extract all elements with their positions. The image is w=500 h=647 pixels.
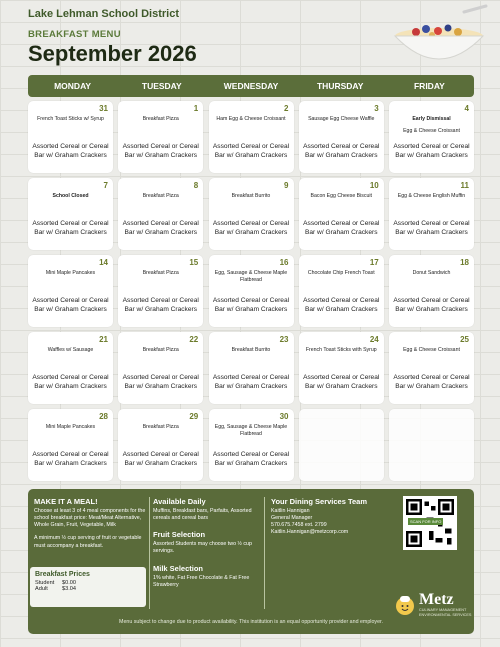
menu-item: Breakfast Pizza xyxy=(142,116,179,122)
alternate-option: Assorted Cereal or Cereal Bar w/ Graham Crackers xyxy=(303,143,380,159)
district-name: Lake Lehman School District xyxy=(28,8,179,20)
day-number: 10 xyxy=(369,181,379,190)
price-label: Student xyxy=(35,580,55,586)
menu-item: Breakfast Pizza xyxy=(142,193,179,199)
day-number: 14 xyxy=(99,258,108,267)
menu-item: Mini Maple Pancakes xyxy=(45,424,96,430)
calendar-cell xyxy=(209,255,294,327)
alternate-option: Assorted Cereal or Cereal Bar w/ Graham Crackers xyxy=(122,374,199,390)
calendar-cell xyxy=(118,409,203,481)
day-number: 7 xyxy=(103,181,108,190)
logo-subtitle: CULINARY MANAGEMENT xyxy=(419,608,467,612)
menu-item: Egg & Cheese English Muffin xyxy=(397,193,466,199)
menu-item: School Closed xyxy=(52,193,89,199)
calendar-cell xyxy=(299,255,384,327)
day-number: 21 xyxy=(99,335,108,344)
alternate-option: Assorted Cereal or Cereal Bar w/ Graham Crackers xyxy=(393,374,470,390)
price-label: Adult xyxy=(35,586,48,592)
page-title: September 2026 xyxy=(28,41,197,66)
menu-item: Breakfast Pizza xyxy=(142,424,179,430)
alternate-option: Assorted Cereal or Cereal Bar w/ Graham Crackers xyxy=(32,297,109,313)
menu-item: Ham Egg & Cheese Croissant xyxy=(216,116,286,122)
menu-item: Waffles w/ Sausage xyxy=(47,347,94,353)
menu-item: Egg, Sausage & Cheese Maple Flatbread xyxy=(214,270,288,283)
day-number: 15 xyxy=(189,258,199,267)
team-title: Your Dining Services Team xyxy=(271,497,368,506)
menu-item-secondary: Egg & Cheese Croissant xyxy=(403,128,460,134)
alternate-option: Assorted Cereal or Cereal Bar w/ Graham Crackers xyxy=(393,143,470,159)
day-number: 9 xyxy=(284,181,289,190)
team-phone: 570.675.7458 ext. 2799 xyxy=(271,522,327,529)
price-value: $0.00 xyxy=(62,580,76,586)
day-number: 28 xyxy=(99,412,108,421)
menu-item: Bacon Egg Cheese Biscuit xyxy=(310,193,372,199)
calendar-cell xyxy=(389,255,474,327)
logo-subtitle: ENVIRONMENTAL SERVICES xyxy=(419,612,472,617)
alternate-option: Assorted Cereal or Cereal Bar w/ Graham Crackers xyxy=(212,297,290,313)
team-name: Kaitlin Hannigan xyxy=(271,508,310,514)
alternate-option: Assorted Cereal or Cereal Bar w/ Graham Crackers xyxy=(212,143,290,159)
prices-box xyxy=(30,567,146,607)
calendar-cell xyxy=(299,101,384,173)
day-number: 29 xyxy=(189,412,199,421)
team-info xyxy=(271,497,396,537)
calendar-cell xyxy=(118,101,203,173)
day-label: MONDAY xyxy=(54,81,92,91)
day-label: FRIDAY xyxy=(413,81,445,91)
alternate-option: Assorted Cereal or Cereal Bar w/ Graham Crackers xyxy=(32,451,109,467)
menu-item: French Toast Sticks w/ Syrup xyxy=(37,116,104,122)
alternate-option: Assorted Cereal or Cereal Bar w/ Graham Crackers xyxy=(32,143,109,159)
fruit-title: Fruit Selection xyxy=(153,530,206,540)
alternate-option: Assorted Cereal or Cereal Bar w/ Graham Crackers xyxy=(122,143,199,159)
day-number: 4 xyxy=(464,104,469,113)
divider xyxy=(149,497,150,609)
day-number: 1 xyxy=(193,104,199,113)
menu-item: Chocolate Chip French Toast xyxy=(307,270,375,276)
day-number: 3 xyxy=(374,104,379,113)
milk-title: Milk Selection xyxy=(153,563,204,573)
day-number: 24 xyxy=(369,335,379,344)
chef-icon xyxy=(394,594,416,616)
calendar-cell-empty xyxy=(299,409,384,481)
day-number: 8 xyxy=(193,181,199,190)
calendar-cell xyxy=(28,178,113,250)
day-number: 18 xyxy=(460,258,469,267)
team-role: General Manager xyxy=(271,515,313,522)
menu-item: Donut Sandwich xyxy=(412,270,451,276)
menu-item: Egg & Cheese Croissant xyxy=(403,347,460,353)
footer-panel xyxy=(28,489,474,634)
price-row-adult xyxy=(35,586,146,592)
calendar-cell xyxy=(209,101,294,173)
day-label: THURSDAY xyxy=(316,81,364,91)
meal-title: MAKE IT A MEAL! xyxy=(34,497,98,506)
day-number: 23 xyxy=(279,335,289,344)
meal-info xyxy=(34,497,146,550)
day-number: 30 xyxy=(279,412,289,421)
menu-item: Breakfast Pizza xyxy=(142,270,179,276)
day-number: 16 xyxy=(279,258,289,267)
alternate-option: Assorted Cereal or Cereal Bar w/ Graham Crackers xyxy=(303,297,380,313)
divider xyxy=(264,497,265,609)
alternate-option: Assorted Cereal or Cereal Bar w/ Graham Crackers xyxy=(212,220,290,236)
menu-item: French Toast Sticks with Syrup xyxy=(305,347,377,353)
metz-logo xyxy=(394,592,471,617)
team-email[interactable]: Kaitlin.Hannigan@metzcorp.com xyxy=(271,529,349,536)
alternate-option: Assorted Cereal or Cereal Bar w/ Graham Crackers xyxy=(32,220,109,236)
calendar-cell xyxy=(118,178,203,250)
menu-label: BREAKFAST MENU xyxy=(28,29,121,40)
meal-note: A minimum ½ cup serving of fruit or vegetable must accompany a breakfast. xyxy=(34,535,142,549)
milk-text: 1% white, Fat Free Chocolate & Fat Free Strawberry xyxy=(153,574,250,588)
weekday-header xyxy=(28,75,474,97)
day-number: 17 xyxy=(369,258,379,267)
disclaimer: Menu subject to change due to product availability. This institution is an equal opportunity provider and employer. xyxy=(119,619,383,625)
menu-item: Sausage Egg Cheese Waffle xyxy=(308,116,375,122)
fruit-text: Assorted Students may choose two ½ cup servings. xyxy=(153,541,252,555)
alternate-option: Assorted Cereal or Cereal Bar w/ Graham Crackers xyxy=(303,374,380,390)
day-number: 25 xyxy=(460,335,469,344)
calendar-cell-empty xyxy=(389,409,474,481)
alternate-option: Assorted Cereal or Cereal Bar w/ Graham Crackers xyxy=(212,374,290,390)
calendar-cell xyxy=(389,332,474,404)
alternate-option: Assorted Cereal or Cereal Bar w/ Graham Crackers xyxy=(122,220,199,236)
menu-item: Breakfast Burrito xyxy=(231,347,271,353)
menu-item: Early Dismissal xyxy=(412,116,451,122)
prices-title: Breakfast Prices xyxy=(35,571,90,578)
calendar-cell xyxy=(209,332,294,404)
calendar-cell xyxy=(28,101,113,173)
day-number: 31 xyxy=(99,104,108,113)
calendar-cell xyxy=(118,255,203,327)
calendar-cell xyxy=(118,332,203,404)
menu-item: Egg, Sausage & Cheese Maple Flatbread xyxy=(214,424,288,437)
calendar-cell xyxy=(209,409,294,481)
calendar-cell xyxy=(28,255,113,327)
menu-item: Breakfast Pizza xyxy=(142,347,179,353)
alternate-option: Assorted Cereal or Cereal Bar w/ Graham Crackers xyxy=(122,451,199,467)
calendar-cell xyxy=(28,409,113,481)
daily-text: Muffins, Breakfast bars, Parfaits, Assorted cereals and cereal bars xyxy=(153,508,252,522)
day-number: 11 xyxy=(460,181,469,190)
alternate-option: Assorted Cereal or Cereal Bar w/ Graham Crackers xyxy=(393,220,470,236)
day-label: WEDNESDAY xyxy=(223,81,279,91)
day-number: 22 xyxy=(189,335,199,344)
price-value: $3.04 xyxy=(62,586,76,592)
calendar-cell xyxy=(299,178,384,250)
daily-title: Available Daily xyxy=(153,497,206,506)
selections-info xyxy=(153,497,258,589)
qr-badge: SCAN FOR INFO xyxy=(410,519,442,524)
meal-text: Choose at least 3 of 4 meal components for the school breakfast price: Meat/Meat Alternative, Whole Grain, Fruit, Vegetable, Milk xyxy=(34,508,146,529)
alternate-option: Assorted Cereal or Cereal Bar w/ Graham Crackers xyxy=(122,297,199,313)
calendar-cell xyxy=(389,101,474,173)
alternate-option: Assorted Cereal or Cereal Bar w/ Graham Crackers xyxy=(303,220,380,236)
cereal-bowl-icon xyxy=(386,2,492,70)
menu-item: Mini Maple Pancakes xyxy=(45,270,96,276)
calendar-cell xyxy=(209,178,294,250)
logo-name: Metz xyxy=(419,591,454,608)
alternate-option: Assorted Cereal or Cereal Bar w/ Graham Crackers xyxy=(212,451,290,467)
calendar-cell xyxy=(28,332,113,404)
alternate-option: Assorted Cereal or Cereal Bar w/ Graham Crackers xyxy=(32,374,109,390)
day-label: TUESDAY xyxy=(141,81,182,91)
alternate-option: Assorted Cereal or Cereal Bar w/ Graham Crackers xyxy=(393,297,470,313)
calendar-cell xyxy=(389,178,474,250)
day-number: 2 xyxy=(284,104,289,113)
menu-item: Breakfast Burrito xyxy=(231,193,271,199)
page-header xyxy=(28,8,197,67)
calendar-cell xyxy=(299,332,384,404)
